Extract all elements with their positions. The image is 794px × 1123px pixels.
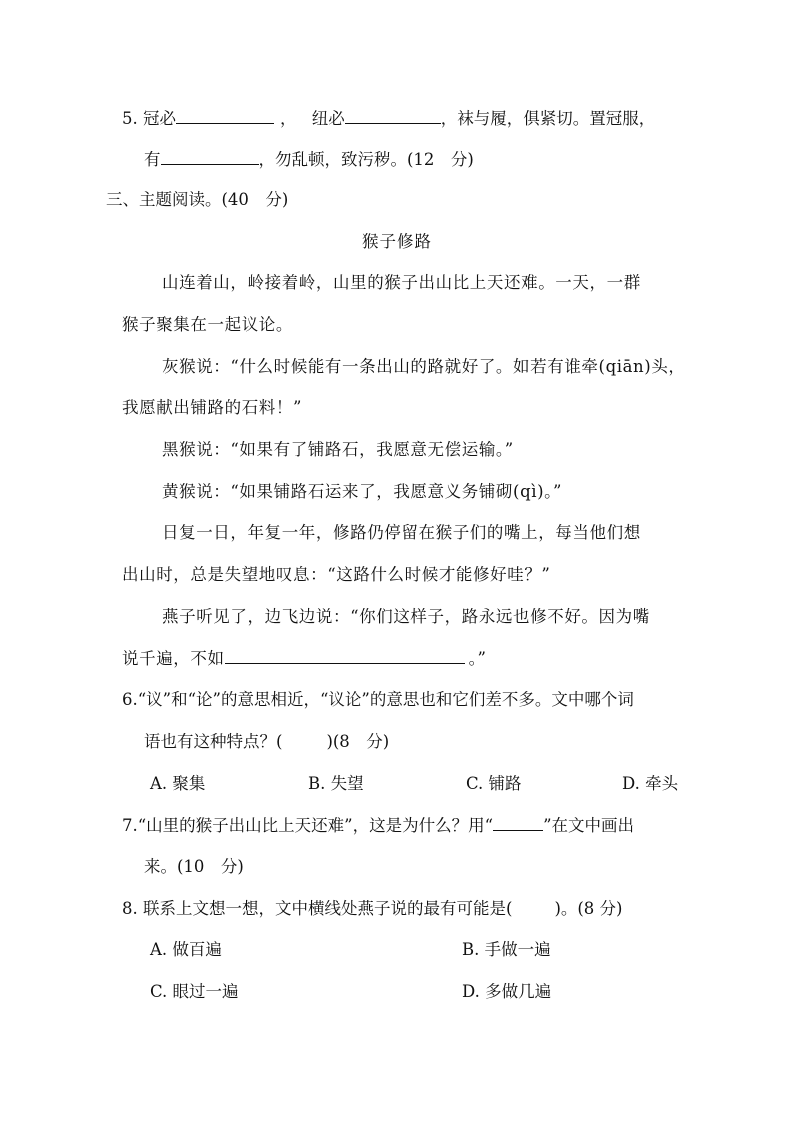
q8-option-c[interactable]: C. 眼过一遍	[150, 982, 239, 1001]
q7-text-a: 7.“山里的猴子出山比上天还难”，这是为什么？用“	[122, 816, 494, 835]
q6-option-d[interactable]: D. 牵头	[622, 774, 679, 793]
q6-text-b: )(8 分)	[326, 732, 390, 751]
story-blank[interactable]	[225, 647, 465, 664]
q5-text-2: ，	[280, 109, 297, 128]
story-para-5a: 日复一日，年复一年，修路仍停留在猴子们的嘴上，每当他们想	[162, 523, 641, 542]
q8-line-1	[122, 898, 623, 920]
story-para-2b: 我愿献出铺路的石料！”	[122, 398, 303, 417]
section-3-heading: 三、主题阅读。(40 分)	[106, 190, 289, 209]
q6-text-a: 语也有这种特点？(	[144, 732, 283, 751]
q8-text-a: 8. 联系上文想一想，文中横线处燕子说的最有可能是(	[122, 899, 513, 918]
q6-option-b[interactable]: B. 失望	[308, 774, 364, 793]
story-para-2a: 灰猴说：“什么时候能有一条出山的路就好了。如若有谁牵(qiān)头，	[162, 357, 686, 376]
q5-text-6: ，勿乱顿，致污秽。(12 分)	[258, 150, 474, 169]
story-para-1b: 猴子聚集在一起议论。	[122, 315, 293, 334]
q5-text-5: 有	[144, 150, 161, 169]
story-para-6b-end: 。”	[468, 649, 487, 668]
q5-number: 5.	[122, 109, 138, 128]
q7-underline-sample	[493, 814, 543, 831]
q6-option-a[interactable]: A. 聚集	[150, 774, 206, 793]
story-para-3: 黑猴说：“如果有了铺路石，我愿意无偿运输。”	[162, 440, 514, 459]
q5-blank-2[interactable]	[345, 107, 441, 124]
story-para-1a: 山连着山，岭接着岭，山里的猴子出山比上天还难。一天，一群	[162, 273, 641, 292]
q8-text-b: )。(8 分)	[554, 899, 623, 918]
q6-line-1: 6.“议”和“论”的意思相近，“议论”的意思也和它们差不多。文中哪个词	[122, 690, 634, 709]
story-para-6a: 燕子听见了，边飞边说：“你们这样子，路永远也修不好。因为嘴	[162, 607, 650, 626]
story-title: 猴子修路	[362, 232, 432, 251]
q8-option-b[interactable]: B. 手做一遍	[462, 940, 551, 959]
q5-text-4: ，袜与履，俱紧切。置冠服，	[440, 109, 656, 128]
q7-line-2: 来。(10 分)	[144, 857, 244, 876]
q5-text-3: 纽必	[311, 109, 345, 128]
q5-line-1	[122, 107, 655, 130]
q5-blank-3[interactable]	[161, 148, 259, 165]
q5-blank-1[interactable]	[176, 107, 274, 124]
q5-text-1: 冠必	[143, 109, 176, 128]
q6-line-2	[144, 731, 389, 753]
q6-option-c[interactable]: C. 铺路	[466, 774, 522, 793]
q7-line-1	[122, 814, 634, 837]
q7-text-b: ”在文中画出	[543, 816, 634, 835]
story-para-5b: 出山时，总是失望地叹息：“这路什么时候才能修好哇？”	[122, 565, 551, 584]
q5-line-2	[144, 148, 474, 171]
story-para-4: 黄猴说：“如果铺路石运来了，我愿意义务铺砌(qì)。”	[162, 482, 563, 501]
q8-option-d[interactable]: D. 多做几遍	[462, 982, 552, 1001]
q8-option-a[interactable]: A. 做百遍	[150, 940, 222, 959]
story-para-6b-start: 说千遍，不如	[122, 649, 225, 668]
story-para-6b	[122, 647, 487, 670]
